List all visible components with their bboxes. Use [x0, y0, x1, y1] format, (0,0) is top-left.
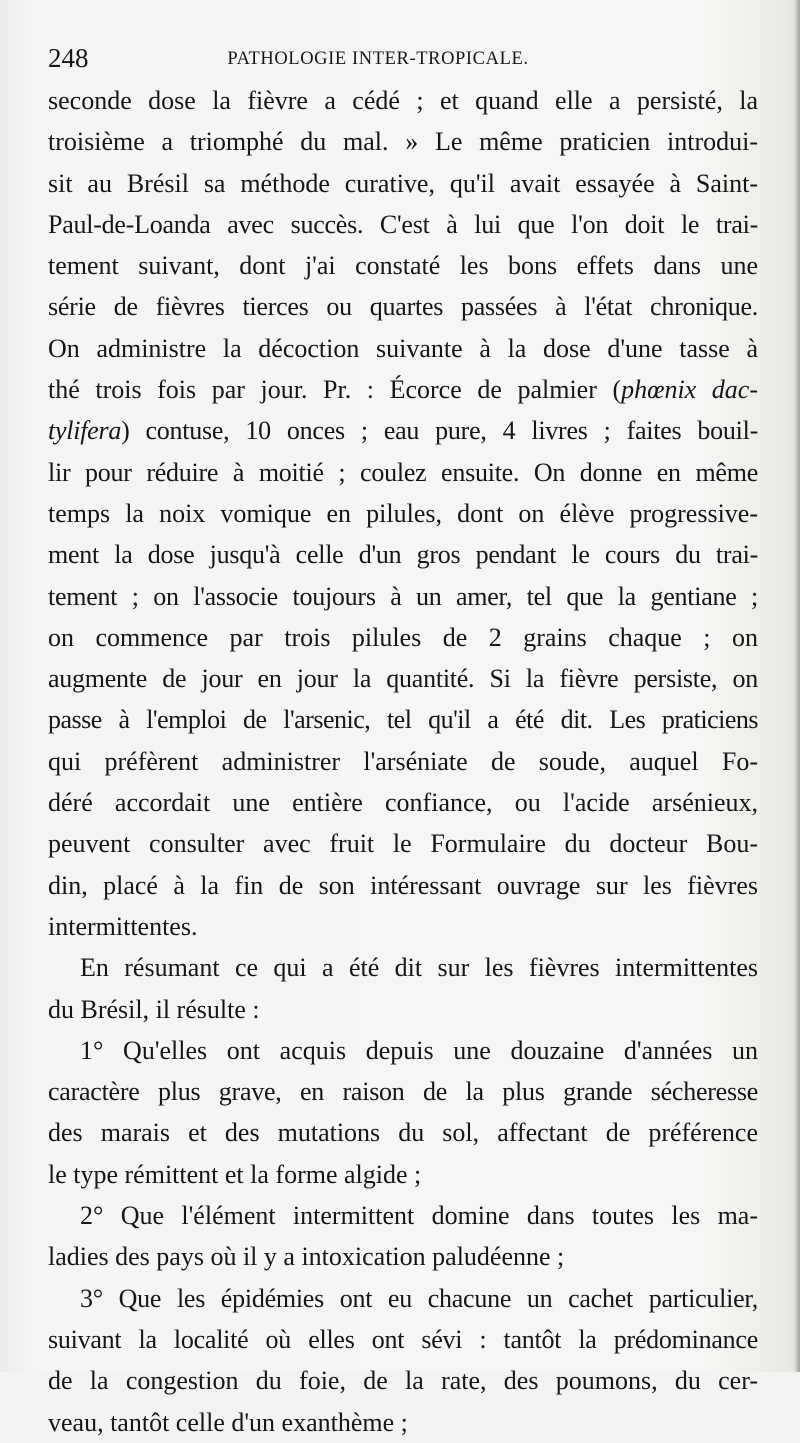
- text-line: de la congestion du foie, de la rate, des poumons, du cer-: [48, 1366, 758, 1396]
- text-line: qui préfèrent administrer l'arséniate de soude, auquel Fo-: [48, 746, 758, 776]
- text-line: sit au Brésil sa méthode curative, qu'il avait essayée à Saint-: [48, 168, 758, 198]
- latin-name: phœnix dac-: [621, 375, 758, 405]
- text-line: ladies des pays où il y a intoxication paludéenne ;: [48, 1242, 565, 1272]
- text-line: série de fièvres tierces ou quartes passées à l'état chronique.: [48, 292, 758, 322]
- text-line: on commence par trois pilules de 2 grains chaque ; on: [48, 622, 758, 652]
- text-line: peuvent consulter avec fruit le Formulaire du docteur Bou-: [48, 829, 758, 859]
- running-title: PATHOLOGIE INTER-TROPICALE.: [227, 49, 529, 69]
- text-line: du Brésil, il résulte :: [48, 994, 260, 1024]
- text-line: ment la dose jusqu'à celle d'un gros pendant le cours du trai-: [48, 540, 758, 570]
- text-line: tement suivant, dont j'ai constaté les bons effets dans une: [48, 251, 758, 281]
- text-line: din, placé à la fin de son intéressant ouvrage sur les fièvres: [48, 870, 758, 900]
- body-text: [48, 80, 758, 1443]
- text-line: thé trois fois par jour. Pr. : Écorce de palmier (phœnix dac-: [48, 375, 758, 405]
- latin-name: tylifera: [48, 416, 122, 446]
- text-line: passe à l'emploi de l'arsenic, tel qu'il a été dit. Les praticiens: [48, 705, 758, 735]
- text-line: tement ; on l'associe toujours à un amer, tel que la gentiane ;: [48, 581, 758, 611]
- text-line: seconde dose la fièvre a cédé ; et quand elle a persisté, la: [48, 86, 758, 115]
- page-header: [48, 40, 758, 76]
- text-line: Paul-de-Loanda avec succès. C'est à lui que l'on doit le trai-: [48, 209, 758, 239]
- text-line: augmente de jour en jour la quantité. Si la fièvre persiste, on: [48, 664, 758, 694]
- text-line: tylifera) contuse, 10 onces ; eau pure, 4 livres ; faites bouil-: [48, 416, 758, 446]
- text-line: temps la noix vomique en pilules, dont on élève progressive-: [48, 498, 758, 528]
- page-number: 248: [48, 43, 89, 73]
- text-line: intermittentes.: [48, 911, 198, 941]
- text-line: 2° Que l'élément intermittent domine dans toutes les ma-: [80, 1201, 758, 1231]
- text-line: caractère plus grave, en raison de la plus grande sécheresse: [48, 1077, 758, 1107]
- text-line: le type rémittent et la forme algide ;: [48, 1159, 422, 1189]
- text-line: En résumant ce qui a été dit sur les fièvres intermittentes: [80, 953, 758, 983]
- text-line: 1° Qu'elles ont acquis depuis une douzaine d'années un: [80, 1035, 758, 1065]
- text-line: veau, tantôt celle d'un exanthème ;: [48, 1407, 408, 1437]
- text-line: troisième a triomphé du mal. » Le même praticien introdui-: [48, 127, 758, 157]
- text-line: 3° Que les épidémies ont eu chacune un cachet particulier,: [80, 1283, 758, 1313]
- page-edge-shadow: [794, 0, 800, 1372]
- text-line: déré accordait une entière confiance, ou l'acide arsénieux,: [48, 788, 758, 818]
- text-line: suivant la localité où elles ont sévi : tantôt la prédominance: [48, 1324, 758, 1354]
- text-line: On administre la décoction suivante à la dose d'une tasse à: [48, 333, 758, 363]
- text-line: des marais et des mutations du sol, affectant de préférence: [48, 1118, 758, 1148]
- text-line: lir pour réduire à moitié ; coulez ensuite. On donne en même: [48, 457, 758, 487]
